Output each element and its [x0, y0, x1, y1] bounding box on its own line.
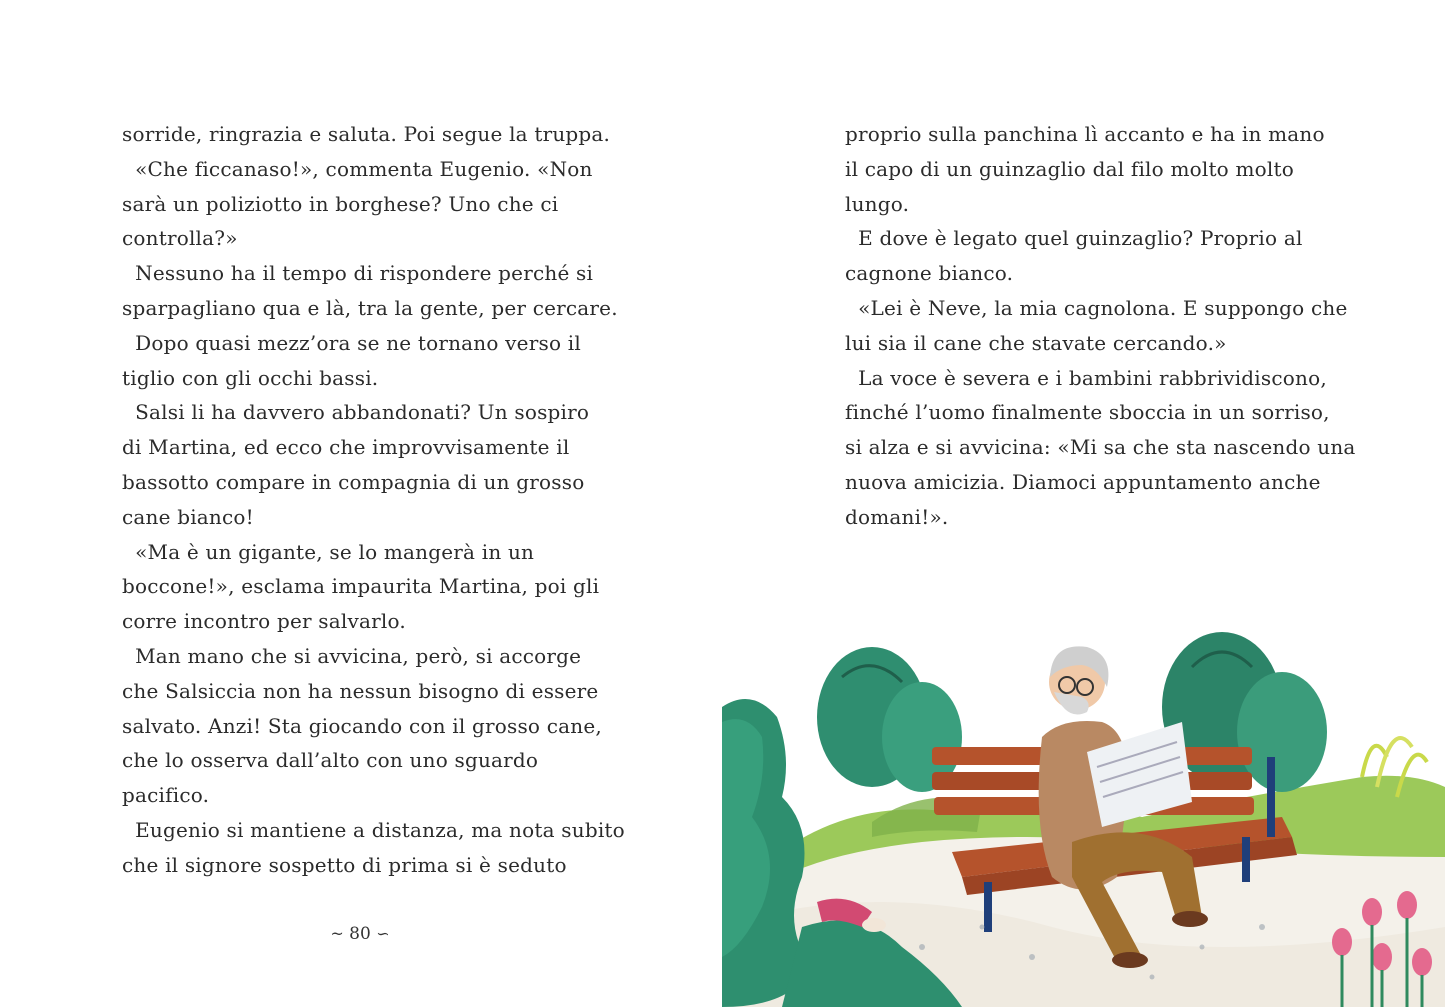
page-number-value: 80 — [349, 924, 371, 944]
left-page — [0, 0, 722, 1007]
text-line: tiglio con gli occhi bassi. — [122, 365, 379, 390]
text-line: boccone!», esclama impaurita Martina, poi gli — [122, 574, 600, 599]
page-number — [328, 924, 392, 944]
text-line: che il signore sospetto di prima si è seduto — [122, 852, 567, 877]
text-line: Man mano che si avvicina, però, si accorge — [122, 643, 582, 668]
text-line: proprio sulla panchina lì accanto e ha in mano — [845, 122, 1325, 146]
text-line: di Martina, ed ecco che improvvisamente il — [122, 435, 570, 460]
text-line: lungo. — [845, 191, 910, 216]
text-line: che Salsiccia non ha nessun bisogno di essere — [122, 678, 599, 703]
text-line: sorride, ringrazia e saluta. Poi segue la truppa. — [122, 122, 611, 146]
text-line: finché l’uomo finalmente sboccia in un sorriso, — [845, 400, 1330, 425]
left-text-column — [122, 117, 625, 883]
text-line: si alza e si avvicina: «Mi sa che sta nascendo una — [845, 435, 1356, 460]
text-line: pacifico. — [122, 783, 210, 808]
right-page — [722, 0, 1445, 1007]
folio-ornament-right: ∽ — [376, 924, 390, 943]
text-line: Dopo quasi mezz’ora se ne tornano verso il — [122, 330, 581, 355]
text-line: E dove è legato quel guinzaglio? Proprio al — [845, 226, 1303, 251]
text-line: cagnone bianco. — [845, 261, 1014, 286]
text-line: corre incontro per salvarlo. — [122, 609, 406, 634]
text-line: sarà un poliziotto in borghese? Uno che ci — [122, 191, 559, 216]
text-line: Eugenio si mantiene a distanza, ma nota subito — [122, 817, 625, 842]
text-line: «Che ficcanaso!», commenta Eugenio. «Non — [122, 156, 593, 181]
text-line: La voce è severa e i bambini rabbrividiscono, — [845, 365, 1327, 390]
text-line: sparpagliano qua e là, tra la gente, per cercare. — [122, 295, 618, 320]
text-line: salvato. Anzi! Sta giocando con il grosso cane, — [122, 713, 602, 738]
text-line: bassotto compare in compagnia di un grosso — [122, 469, 585, 494]
text-line: cane bianco! — [122, 504, 254, 529]
text-line: lui sia il cane che stavate cercando.» — [845, 330, 1227, 355]
text-line: controlla?» — [122, 226, 238, 251]
text-line: Nessuno ha il tempo di rispondere perché si — [122, 261, 594, 286]
text-line: «Ma è un gigante, se lo mangerà in un — [122, 539, 535, 564]
text-line: «Lei è Neve, la mia cagnolona. E suppongo che — [845, 295, 1348, 320]
text-line: Salsi li ha davvero abbandonati? Un sospiro — [122, 400, 590, 425]
text-line: che lo osserva dall’alto con uno sguardo — [122, 748, 539, 773]
park-bench-illustration — [722, 627, 1445, 1007]
text-line: nuova amicizia. Diamoci appuntamento anche — [845, 469, 1321, 494]
folio-ornament-left: ~ — [330, 924, 344, 943]
text-line: domani!». — [845, 504, 949, 529]
text-line: il capo di un guinzaglio dal filo molto molto — [845, 156, 1294, 181]
right-text-column — [845, 117, 1356, 535]
